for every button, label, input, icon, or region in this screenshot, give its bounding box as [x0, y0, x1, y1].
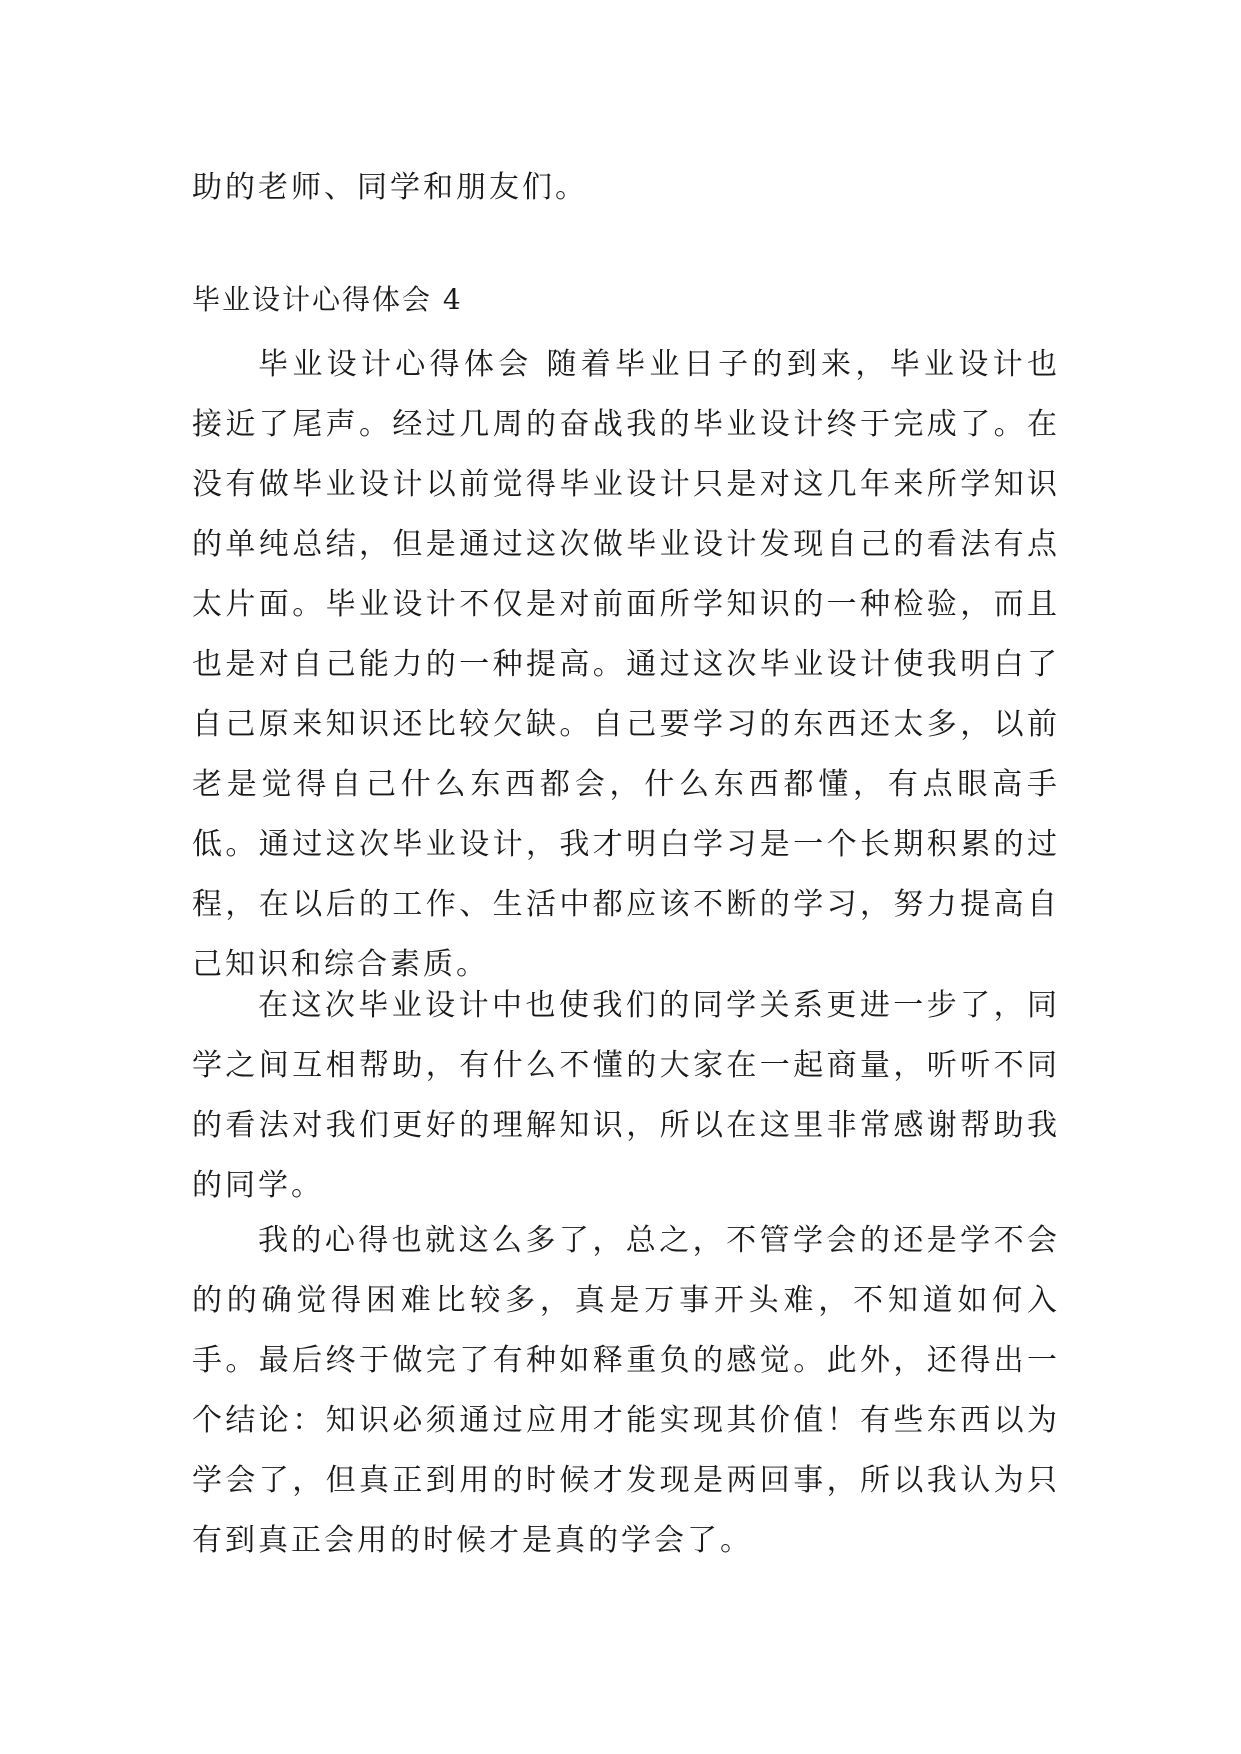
paragraph-1: 毕业设计心得体会 随着毕业日子的到来，毕业设计也接近了尾声。经过几周的奋战我的毕业设计终于完成了。在没有做毕业设计以前觉得毕业设计只是对这几年来所学知识的单纯总结，但是通过这次做毕业设计发现自己的看法有点太片面。毕业设计不仅是对前面所学知识的一种检验，而且也是对自己能力的一种提高。通过这次毕业设计使我明白了自己原来知识还比较欠缺。自己要学习的东西还太多，以前老是觉得自己什么东西都会，什么东西都懂，有点眼高手低。通过这次毕业设计，我才明白学习是一个长期积累的过程，在以后的工作、生活中都应该不断的学习，努力提高自己知识和综合素质。	[192, 347, 1060, 982]
paragraph-3: 我的心得也就这么多了，总之，不管学会的还是学不会的的确觉得困难比较多，真是万事开头难，不知道如何入手。最后终于做完了有种如释重负的感觉。此外，还得出一个结论：知识必须通过应用才能实现其价值！有些东西以为学会了，但真正到用的时候才发现是两回事，所以我认为只有到真正会用的时候才是真的学会了。	[192, 1223, 1060, 1558]
carry-over-text: 助的老师、同学和朋友们。	[192, 170, 588, 205]
paragraph-2: 在这次毕业设计中也使我们的同学关系更进一步了，同学之间互相帮助，有什么不懂的大家在一起商量，听听不同的看法对我们更好的理解知识，所以在这里非常感谢帮助我的同学。	[192, 988, 1060, 1203]
section-title: 毕业设计心得体会 4	[192, 283, 463, 316]
